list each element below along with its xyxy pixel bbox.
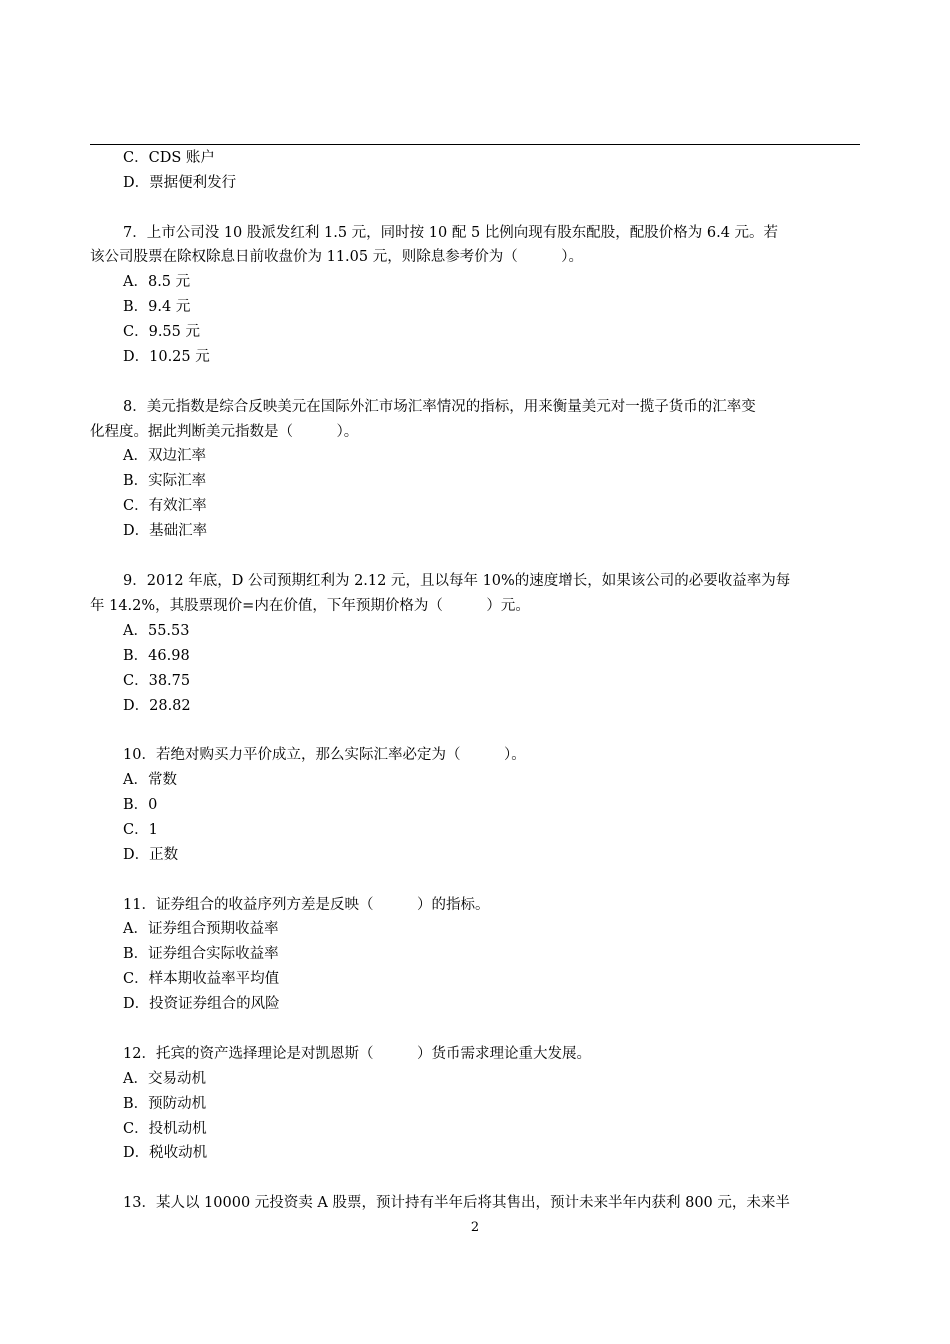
- question-text: 8．美元指数是综合反映美元在国际外汇市场汇率情况的指标，用来衡量美元对一揽子货币的汇率变: [123, 399, 756, 415]
- question-text: 年 14.2%，其股票现价=内在价值，下年预期价格为（ ）元。: [90, 598, 530, 614]
- option-line: B．9.4 元: [123, 299, 191, 315]
- option-line: B．证券组合实际收益率: [123, 946, 279, 962]
- option-line: C．样本期收益率平均值: [123, 971, 280, 987]
- option-line: C．38.75: [123, 673, 191, 689]
- option-line: B．46.98: [123, 648, 190, 664]
- option-line: C．有效汇率: [123, 498, 207, 514]
- option-line: C．CDS 账户: [123, 150, 215, 166]
- option-line: B．0: [123, 797, 158, 813]
- option-line: D．基础汇率: [123, 523, 208, 539]
- option-line: B．预防动机: [123, 1096, 207, 1112]
- header-rule: [90, 144, 860, 145]
- question-text: 13．某人以 10000 元投资卖 A 股票，预计持有半年后将其售出，预计未来半年内获利 800 元，未来半: [123, 1195, 790, 1211]
- option-line: A．证券组合预期收益率: [123, 921, 279, 937]
- option-line: A．双边汇率: [123, 448, 206, 464]
- question-text: 化程度。据此判断美元指数是（ ）。: [90, 424, 359, 440]
- option-line: A．交易动机: [123, 1071, 206, 1087]
- option-line: D．税收动机: [123, 1145, 208, 1161]
- option-line: C．投机动机: [123, 1121, 207, 1137]
- option-line: C．9.55 元: [123, 324, 200, 340]
- option-line: D．28.82: [123, 698, 191, 714]
- option-line: A．55.53: [123, 623, 190, 639]
- option-line: D．正数: [123, 847, 179, 863]
- question-text: 9．2012 年底，D 公司预期红利为 2.12 元，且以每年 10%的速度增长，如果该公司的必要收益率为每: [123, 573, 791, 589]
- option-line: D．投资证券组合的风险: [123, 996, 280, 1012]
- option-line: A．8.5 元: [123, 274, 191, 290]
- question-text: 该公司股票在除权除息日前收盘价为 11.05 元，则除息参考价为（ ）。: [90, 249, 583, 265]
- question-text: 10．若绝对购买力平价成立，那么实际汇率必定为（ ）。: [123, 747, 526, 763]
- question-text: 12．托宾的资产选择理论是对凯恩斯（ ）货币需求理论重大发展。: [123, 1046, 591, 1062]
- option-line: D．票据便利发行: [123, 175, 237, 191]
- question-text: 7．上市公司没 10 股派发红利 1.5 元，同时按 10 配 5 比例向现有股东配股，配股价格为 6.4 元。若: [123, 225, 779, 241]
- option-line: D．10.25 元: [123, 349, 210, 365]
- option-line: C．1: [123, 822, 158, 838]
- page-number: 2: [470, 1220, 480, 1235]
- option-line: B．实际汇率: [123, 473, 207, 489]
- question-text: 11．证券组合的收益序列方差是反映（ ）的指标。: [123, 897, 490, 913]
- option-line: A．常数: [123, 772, 177, 788]
